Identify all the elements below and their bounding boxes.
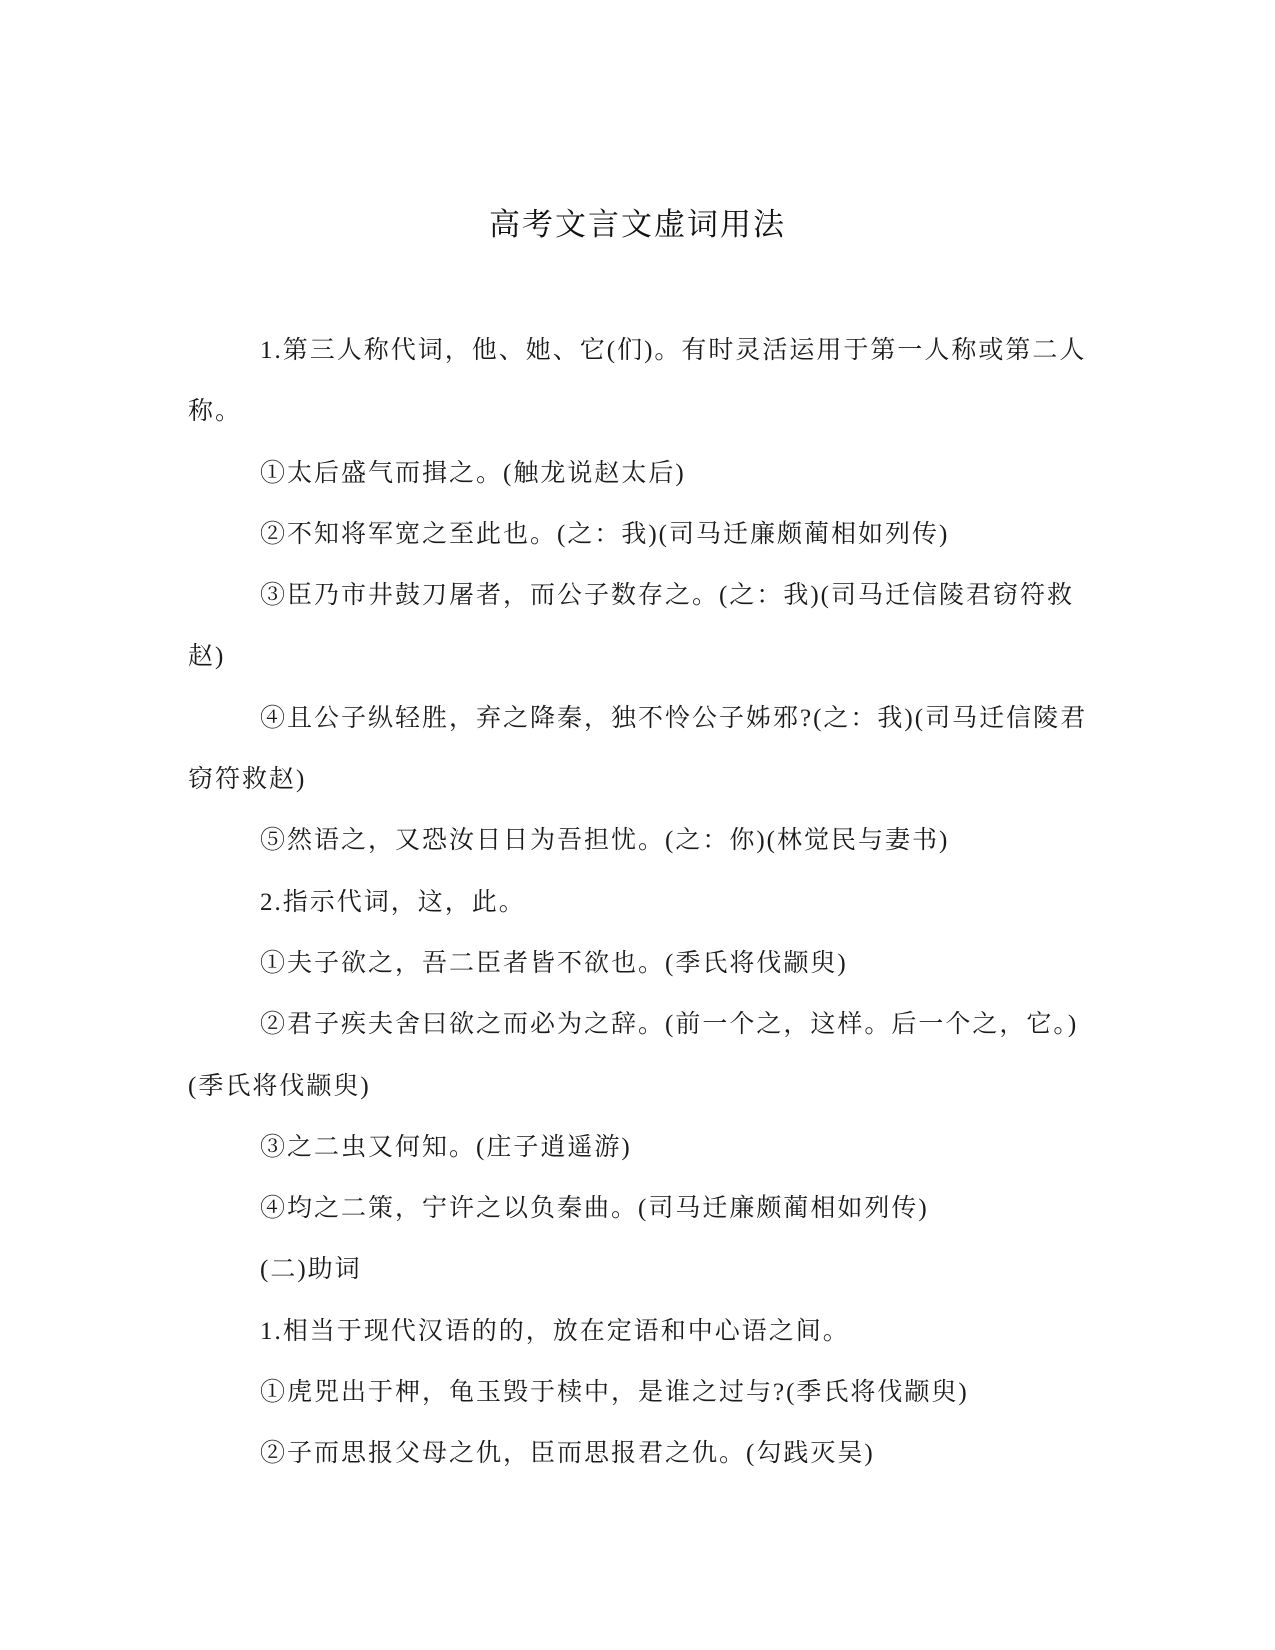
paragraph: ④且公子纵轻胜，弃之降秦，独不怜公子姊邪?(之：我)(司马迁信陵君窃符救赵): [188, 704, 1088, 794]
paragraph: ①虎兕出于柙，龟玉毁于椟中，是谁之过与?(季氏将伐颛臾): [260, 1379, 969, 1407]
paragraph: 1.第三人称代词，他、她、它(们)。有时灵活运用于第一人称或第二人称。: [188, 337, 1087, 426]
document-body: [188, 320, 1088, 1485]
page-title: 高考文言文虚词用法: [489, 207, 786, 243]
paragraph: 2.指示代词，这，此。: [260, 888, 526, 916]
paragraph: ④均之二策，宁许之以负秦曲。(司马迁廉颇蔺相如列传): [260, 1195, 929, 1223]
section-heading: (二)助词: [260, 1256, 362, 1284]
paragraph: ②君子疾夫舍曰欲之而必为之辞。(前一个之，这样。后一个之，它。)(季氏将伐颛臾): [188, 1011, 1079, 1100]
paragraph: ①夫子欲之，吾二臣者皆不欲也。(季氏将伐颛臾): [260, 949, 848, 977]
paragraph: ②不知将军宽之至此也。(之：我)(司马迁廉颇蔺相如列传): [260, 520, 950, 548]
paragraph: ①太后盛气而揖之。(触龙说赵太后): [260, 459, 686, 487]
paragraph: ⑤然语之，又恐汝日日为吾担忧。(之：你)(林觉民与妻书): [260, 827, 950, 855]
paragraph: ③之二虫又何知。(庄子逍遥游): [260, 1133, 632, 1161]
paragraph: ②子而思报父母之仇，臣而思报君之仇。(勾践灭吴): [260, 1440, 875, 1468]
paragraph: ③臣乃市井鼓刀屠者，而公子数存之。(之：我)(司马迁信陵君窃符救赵): [188, 582, 1074, 671]
paragraph: 1.相当于现代汉语的的，放在定语和中心语之间。: [260, 1317, 850, 1345]
